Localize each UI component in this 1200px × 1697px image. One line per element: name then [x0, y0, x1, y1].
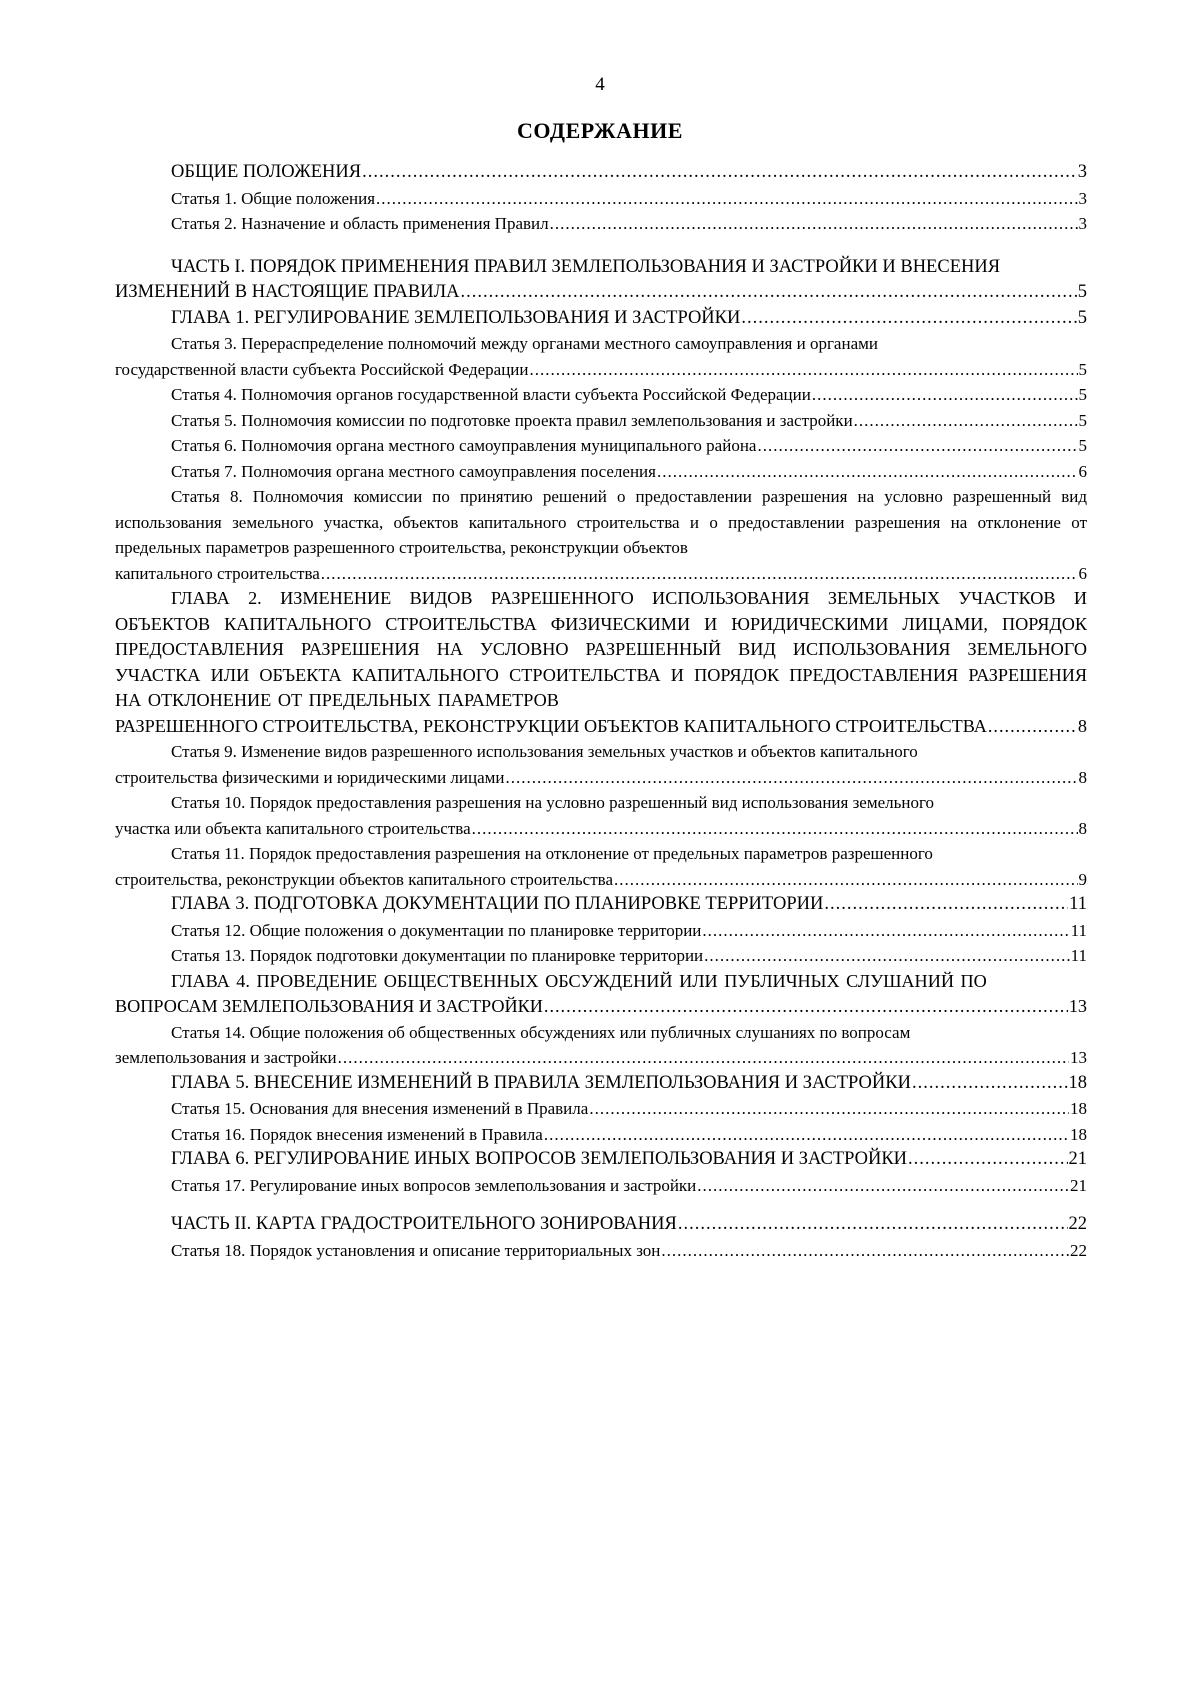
- dot-leader: [530, 357, 1078, 383]
- toc-entry-page: 13: [1070, 1048, 1087, 1067]
- toc-entry[interactable]: [115, 586, 1087, 739]
- toc-entry-title-end: строительства, реконструкции объектов капитального строительства: [115, 869, 613, 889]
- toc-entry-page: 13: [1068, 996, 1087, 1016]
- dot-leader: [757, 433, 1077, 459]
- toc-entry[interactable]: [115, 1147, 1087, 1173]
- toc-entry[interactable]: [115, 1173, 1087, 1199]
- toc-entry-page: 11: [1070, 920, 1087, 940]
- toc-entry-title: Статья 2. Назначение и область применения Правил: [171, 214, 549, 233]
- toc-entry-title: Статья 11. Порядок предоставления разрешения на отклонение от предельных параметров разрешенного: [171, 844, 933, 863]
- toc-entry[interactable]: [115, 790, 1087, 841]
- toc-entry-page: 3: [1078, 214, 1087, 233]
- toc-entry[interactable]: [115, 918, 1087, 944]
- dot-leader: [460, 280, 1076, 306]
- toc-entry-title-end: ИЗМЕНЕНИЙ В НАСТОЯЩИЕ ПРАВИЛА: [115, 282, 460, 302]
- toc-entry-title: ГЛАВА 5. ВНЕСЕНИЕ ИЗМЕНЕНИЙ В ПРАВИЛА ЗЕМЛЕПОЛЬЗОВАНИЯ И ЗАСТРОЙКИ: [171, 1072, 911, 1093]
- toc-entry-page: 5: [1077, 282, 1087, 302]
- toc-entry[interactable]: [115, 1020, 1087, 1071]
- toc-entry[interactable]: [115, 1212, 1087, 1238]
- toc-entry-page: 5: [1078, 410, 1087, 430]
- toc-entry-title: Статья 18. Порядок установления и описание территориальных зон: [171, 1240, 661, 1260]
- dot-leader: [854, 408, 1078, 434]
- dot-leader: [988, 714, 1077, 740]
- toc-entry-title-end: государственной власти субъекта Российской Федерации: [115, 359, 529, 379]
- toc-entry[interactable]: [115, 892, 1087, 918]
- toc-entry-title: Статья 16. Порядок внесения изменений в Правила: [171, 1124, 543, 1144]
- toc-entry-page: 21: [1068, 1149, 1087, 1169]
- toc-entry-page: 11: [1070, 946, 1087, 965]
- toc-entry-page: 3: [1078, 188, 1087, 208]
- dot-leader: [824, 892, 1068, 918]
- dot-leader: [912, 1071, 1068, 1097]
- toc-entry-title-end: ВОПРОСАМ ЗЕМЛЕПОЛЬЗОВАНИЯ И ЗАСТРОЙКИ: [115, 996, 543, 1016]
- toc-entry-title-end: строительства физическими и юридическими лицами: [115, 767, 505, 787]
- table-of-contents: [115, 160, 1087, 1263]
- dot-leader: [472, 816, 1078, 842]
- toc-entry-page: 22: [1070, 1240, 1087, 1260]
- toc-entry[interactable]: [115, 739, 1087, 790]
- toc-entry-title: Статья 7. Полномочия органа местного самоуправления поселения: [171, 461, 656, 481]
- toc-entry[interactable]: [115, 1238, 1087, 1264]
- toc-entry-title: Статья 15. Основания для внесения изменений в Правила: [171, 1099, 589, 1118]
- toc-entry[interactable]: [115, 306, 1087, 332]
- toc-entry[interactable]: [115, 1122, 1087, 1148]
- toc-entry-page: 3: [1077, 162, 1087, 182]
- toc-entry[interactable]: [115, 186, 1087, 212]
- toc-entry[interactable]: [115, 484, 1087, 586]
- toc-entry-title: ГЛАВА 1. РЕГУЛИРОВАНИЕ ЗЕМЛЕПОЛЬЗОВАНИЯ И ЗАСТРОЙКИ: [171, 307, 741, 328]
- dot-leader: [376, 186, 1077, 212]
- section-gap: [115, 1198, 1087, 1212]
- dot-leader: [321, 561, 1078, 587]
- toc-entry-title: Статья 10. Порядок предоставления разрешения на условно разрешенный вид использования земельного: [171, 793, 935, 812]
- toc-entry-page: 9: [1078, 869, 1087, 889]
- toc-entry-page: 18: [1070, 1099, 1087, 1118]
- toc-entry[interactable]: [115, 255, 1087, 306]
- toc-entry-title: ЧАСТЬ II. КАРТА ГРАДОСТРОИТЕЛЬНОГО ЗОНИРОВАНИЯ: [171, 1214, 677, 1234]
- toc-entry[interactable]: [115, 459, 1087, 485]
- page-title: СОДЕРЖАНИЕ: [517, 118, 683, 143]
- toc-entry[interactable]: [115, 160, 1087, 186]
- toc-entry-title: Статья 8. Полномочия комиссии по принятию решений о предоставлении разрешения на условно разрешенный вид использования земельного участка, объектов капитального строительства и о предоставлении разрешения на отклонение от предельных параметров разрешенного строительства, реконструкции объектов: [115, 487, 1087, 557]
- toc-entry[interactable]: [115, 943, 1087, 969]
- toc-entry-page: 5: [1077, 307, 1087, 328]
- dot-leader: [544, 994, 1068, 1020]
- toc-entry-title: ГЛАВА 3. ПОДГОТОВКА ДОКУМЕНТАЦИИ ПО ПЛАНИРОВКЕ ТЕРРИТОРИИ: [171, 894, 824, 914]
- toc-entry[interactable]: [115, 408, 1087, 434]
- toc-entry-page: 11: [1069, 894, 1087, 914]
- toc-entry-page: 18: [1068, 1072, 1087, 1093]
- page-number: 4: [595, 74, 605, 95]
- toc-entry-title-end: капитального строительства: [115, 563, 320, 583]
- toc-entry-title: Статья 4. Полномочия органов государственной власти субъекта Российской Федерации: [171, 385, 811, 404]
- dot-leader: [678, 1212, 1068, 1238]
- dot-leader: [702, 918, 1069, 944]
- toc-entry-page: 5: [1078, 385, 1087, 404]
- toc-entry-page: 5: [1078, 436, 1087, 455]
- toc-entry[interactable]: [115, 211, 1087, 237]
- dot-leader: [661, 1238, 1069, 1264]
- toc-entry-title: Статья 6. Полномочия органа местного самоуправления муниципального района: [171, 436, 757, 455]
- toc-entry-title: ОБЩИЕ ПОЛОЖЕНИЯ: [171, 162, 362, 182]
- toc-entry-page: 18: [1070, 1124, 1087, 1144]
- dot-leader: [657, 459, 1078, 485]
- toc-entry-page: 5: [1078, 359, 1087, 379]
- toc-entry-title: Статья 17. Регулирование иных вопросов землепользования и застройки: [171, 1175, 697, 1195]
- toc-entry-title: ЧАСТЬ I. ПОРЯДОК ПРИМЕНЕНИЯ ПРАВИЛ ЗЕМЛЕПОЛЬЗОВАНИЯ И ЗАСТРОЙКИ И ВНЕСЕНИЯ: [171, 256, 1001, 277]
- toc-entry-page: 8: [1077, 715, 1087, 736]
- dot-leader: [544, 1122, 1069, 1148]
- section-gap: [115, 237, 1087, 255]
- toc-entry-title-end: РАЗРЕШЕННОГО СТРОИТЕЛЬСТВА, РЕКОНСТРУКЦИИ ОБЪЕКТОВ КАПИТАЛЬНОГО СТРОИТЕЛЬСТВА: [115, 715, 987, 736]
- toc-entry-page: 21: [1070, 1175, 1087, 1195]
- toc-entry-title: Статья 5. Полномочия комиссии по подготовке проекта правил землепользования и застройки: [171, 410, 853, 430]
- toc-entry-title: ГЛАВА 6. РЕГУЛИРОВАНИЕ ИНЫХ ВОПРОСОВ ЗЕМЛЕПОЛЬЗОВАНИЯ И ЗАСТРОЙКИ: [171, 1149, 908, 1169]
- toc-entry-title-end: землепользования и застройки: [115, 1048, 337, 1067]
- toc-entry[interactable]: [115, 331, 1087, 382]
- dot-leader: [697, 1173, 1069, 1199]
- dot-leader: [741, 306, 1076, 332]
- toc-entry-page: 8: [1078, 818, 1087, 838]
- toc-entry-page: 8: [1078, 767, 1087, 787]
- toc-entry-title: Статья 13. Порядок подготовки документации по планировке территории: [171, 946, 704, 965]
- dot-leader: [704, 943, 1069, 969]
- toc-entry[interactable]: [115, 1096, 1087, 1122]
- toc-entry-title: Статья 12. Общие положения о документации по планировке территории: [171, 920, 702, 940]
- dot-leader: [338, 1045, 1069, 1071]
- dot-leader: [362, 160, 1077, 186]
- dot-leader: [614, 867, 1078, 893]
- toc-entry-title-end: участка или объекта капитального строительства: [115, 818, 471, 838]
- toc-entry-page: 22: [1068, 1214, 1087, 1234]
- toc-entry-title: Статья 9. Изменение видов разрешенного использования земельных участков и объектов капитального: [171, 742, 918, 761]
- toc-entry[interactable]: [115, 841, 1087, 892]
- toc-entry-page: 6: [1078, 563, 1087, 583]
- toc-entry-title: Статья 3. Перераспределение полномочий между органами местного самоуправления и органами: [171, 334, 878, 353]
- toc-entry-title: Статья 1. Общие положения: [171, 188, 376, 208]
- toc-entry-title: ГЛАВА 4. ПРОВЕДЕНИЕ ОБЩЕСТВЕННЫХ ОБСУЖДЕНИЙ ИЛИ ПУБЛИЧНЫХ СЛУШАНИЙ ПО: [171, 970, 987, 991]
- toc-entry[interactable]: [115, 382, 1087, 408]
- toc-entry[interactable]: [115, 433, 1087, 459]
- dot-leader: [550, 211, 1078, 237]
- dot-leader: [908, 1147, 1067, 1173]
- dot-leader: [812, 382, 1078, 408]
- toc-entry-title: ГЛАВА 2. ИЗМЕНЕНИЕ ВИДОВ РАЗРЕШЕННОГО ИСПОЛЬЗОВАНИЯ ЗЕМЕЛЬНЫХ УЧАСТКОВ И ОБЪЕКТОВ КАПИТАЛЬНОГО СТРОИТЕЛЬСТВА ФИЗИЧЕСКИМИ И ЮРИДИЧЕСКИМИ ЛИЦАМИ, ПОРЯДОК ПРЕДОСТАВЛЕНИЯ РАЗРЕШЕНИЯ НА УСЛОВНО РАЗРЕШЕННЫЙ ВИД ИСПОЛЬЗОВАНИЯ ЗЕМЕЛЬНОГО УЧАСТКА ИЛИ ОБЪЕКТА КАПИТАЛЬНОГО СТРОИТЕЛЬСТВА И ПОРЯДОК ПРЕДОСТАВЛЕНИЯ РАЗРЕШЕНИЯ НА ОТКЛОНЕНИЕ ОТ ПРЕДЕЛЬНЫХ ПАРАМЕТРОВ: [115, 588, 1087, 710]
- dot-leader: [589, 1096, 1069, 1122]
- toc-entry[interactable]: [115, 969, 1087, 1020]
- toc-entry-page: 6: [1078, 461, 1087, 481]
- dot-leader: [506, 765, 1078, 791]
- toc-entry-title: Статья 14. Общие положения об общественных обсуждениях или публичных слушаниях по вопросам: [171, 1022, 911, 1042]
- toc-entry[interactable]: [115, 1071, 1087, 1097]
